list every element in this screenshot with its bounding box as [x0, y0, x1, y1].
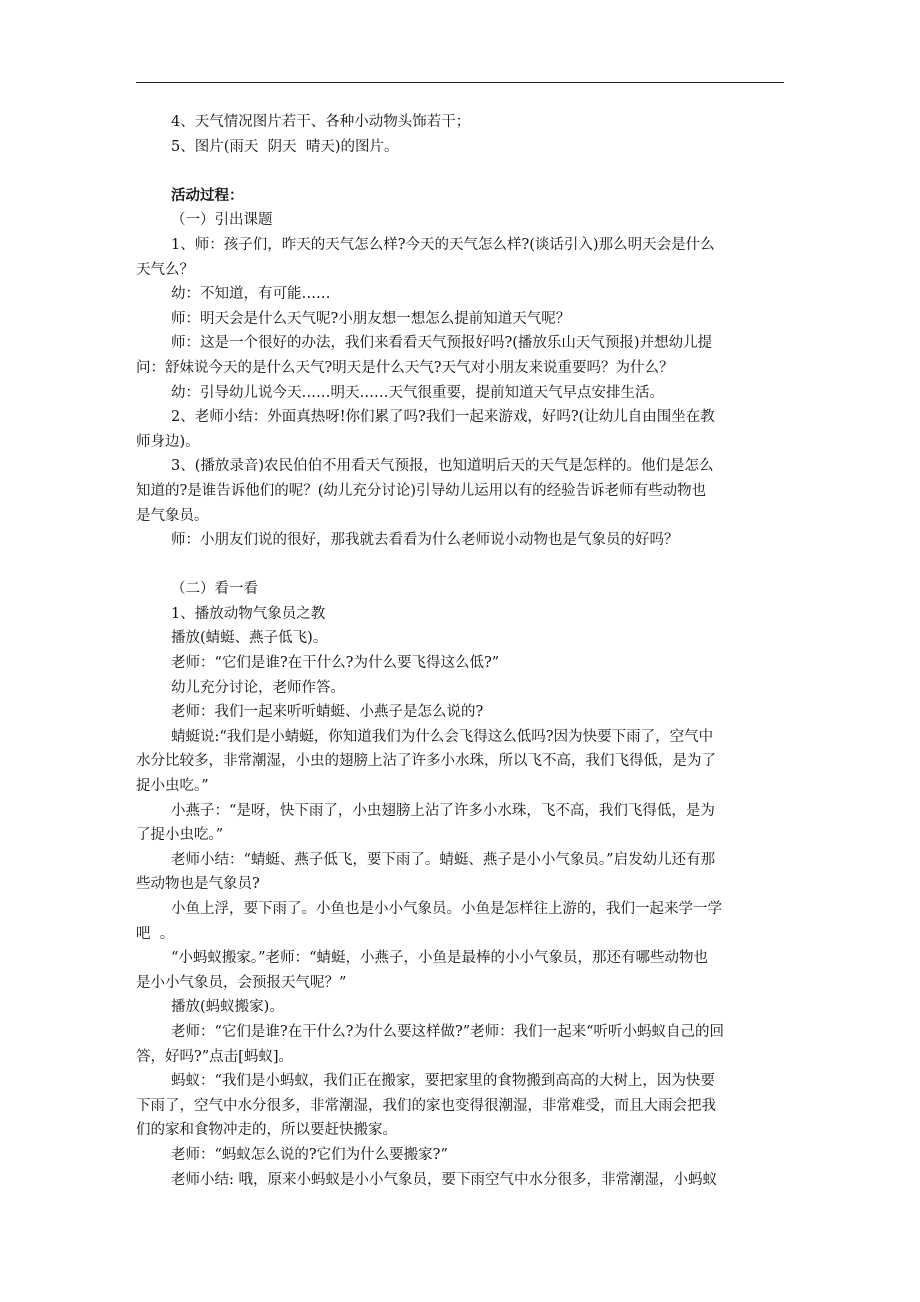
paragraph-line: 幼：不知道，有可能……	[171, 286, 331, 303]
paragraph-line: 捉小虫吃。”	[136, 778, 209, 795]
paragraph-line: 师：这是一个很好的办法，我们来看看天气预报好吗?(播放乐山天气预报)并想幼儿提	[171, 335, 713, 352]
paragraph-line: 天气么？	[136, 261, 194, 278]
section-intro-body	[136, 233, 784, 553]
paragraph-line: 老师：“它们是谁?在干什么?为什么要这样做?”老师：我们一起来“听听小蚂蚁自己的回	[171, 1023, 725, 1040]
paragraph-line: 幼：引导幼儿说今天……明天……天气很重要，提前知道天气早点安排生活。	[171, 384, 664, 401]
paragraph-line: 答，好吗?”点击[蚂蚁]。	[136, 1048, 293, 1065]
paragraph-line: 师：明天会是什么天气呢?小朋友想一想怎么提前知道天气呢？	[171, 310, 571, 327]
paragraph-line: 老师：“蚂蚁怎么说的?它们为什么要搬家?”	[171, 1146, 448, 1163]
paragraph-line: 师身边)。	[136, 433, 200, 450]
section-look-body	[136, 602, 784, 1192]
paragraph-line: 吧 。	[136, 925, 175, 942]
paragraph-line: 问：舒妹说今天的是什么天气?明天是什么天气?天气对小朋友来说重要吗？为什么？	[136, 359, 674, 376]
paragraph-line: “小蚂蚁搬家。”老师：“蜻蜓，小燕子，小鱼是最棒的小小气象员，那还有哪些动物也	[171, 950, 708, 967]
document-body	[136, 110, 784, 1192]
paragraph-line: 老师：“它们是谁?在干什么?为什么要飞得这么低?”	[171, 655, 500, 672]
materials-item-4: 4、天气情况图片若干、各种小动物头饰若干；	[171, 114, 471, 130]
paragraph-line: 老师：我们一起来听听蜻蜓、小燕子是怎么说的?	[171, 704, 484, 721]
paragraph-line: 1、播放动物气象员之教	[171, 605, 326, 622]
paragraph-line: 小鱼上浮，要下雨了。小鱼也是小小气象员。小鱼是怎样往上游的，我们一起来学一学	[171, 901, 722, 917]
spacer	[136, 159, 784, 184]
process-heading: 活动过程：	[171, 186, 244, 204]
paragraph-line: 些动物也是气象员?	[136, 876, 260, 893]
paragraph-line: 1、师：孩子们，昨天的天气怎么样?今天的天气怎么样?(谈话引入)那么明天会是什么	[171, 236, 715, 253]
paragraph-line: 知道的?是谁告诉他们的呢？(幼儿充分讨论)引导幼儿运用以有的经验告诉老师有些动物也	[136, 482, 707, 499]
paragraph-line: 3、(播放录音)农民伯伯不用看天气预报，也知道明后天的天气是怎样的。他们是怎么	[171, 458, 714, 475]
paragraph-line: 了捉小虫吃。”	[136, 827, 224, 844]
paragraph-line: 水分比较多，非常潮湿，小虫的翅膀上沾了许多小水珠，所以飞不高，我们飞得低，是为了	[136, 753, 716, 770]
paragraph-line: 老师小结：“蜻蜓、燕子低飞，要下雨了。蜻蜓、燕子是小小气象员。”启发幼儿还有那	[171, 851, 716, 868]
paragraph-line: 下雨了，空气中水分很多，非常潮湿，我们的家也变得很潮湿，非常难受，而且大雨会把我	[136, 1097, 716, 1114]
paragraph-line: 播放(蜻蜓、燕子低飞)。	[171, 630, 328, 647]
paragraph-line: 小燕子：“是呀，快下雨了，小虫翅膀上沾了许多小水珠，飞不高，我们飞得低，是为	[171, 802, 715, 819]
paragraph-line: 师：小朋友们说的很好，那我就去看看为什么老师说小动物也是气象员的好吗？	[171, 532, 679, 549]
spacer	[136, 553, 784, 578]
section-title-intro: （一）引出课题	[171, 212, 273, 229]
paragraph-line: 播放(蚂蚁搬家)。	[171, 999, 284, 1016]
paragraph-line: 老师小结: 哦，原来小蚂蚁是小小气象员，要下雨空气中水分很多，非常潮湿，小蚂蚁	[171, 1171, 717, 1188]
paragraph-line: 蜻蜓说:“我们是小蜻蜓，你知道我们为什么会飞得这么低吗?因为快要下雨了，空气中	[171, 728, 714, 745]
header-rule	[136, 82, 784, 83]
paragraph-line: 2、老师小结：外面真热呀!你们累了吗?我们一起来游戏，好吗?(让幼儿自由围坐在教	[171, 409, 715, 426]
paragraph-line: 是气象员。	[136, 507, 209, 524]
materials-item-5: 5、图片(雨天 阴天 晴天)的图片。	[171, 138, 399, 155]
paragraph-line: 幼儿充分讨论，老师作答。	[171, 679, 345, 696]
paragraph-line: 是小小气象员，会预报天气呢？”	[136, 974, 347, 991]
section-title-look: （二）看一看	[171, 581, 258, 598]
paragraph-line: 们的家和食物冲走的，所以要赶快搬家。	[136, 1122, 397, 1139]
paragraph-line: 蚂蚁：“我们是小蚂蚁，我们正在搬家，要把家里的食物搬到高高的大树上，因为快要	[171, 1073, 715, 1090]
